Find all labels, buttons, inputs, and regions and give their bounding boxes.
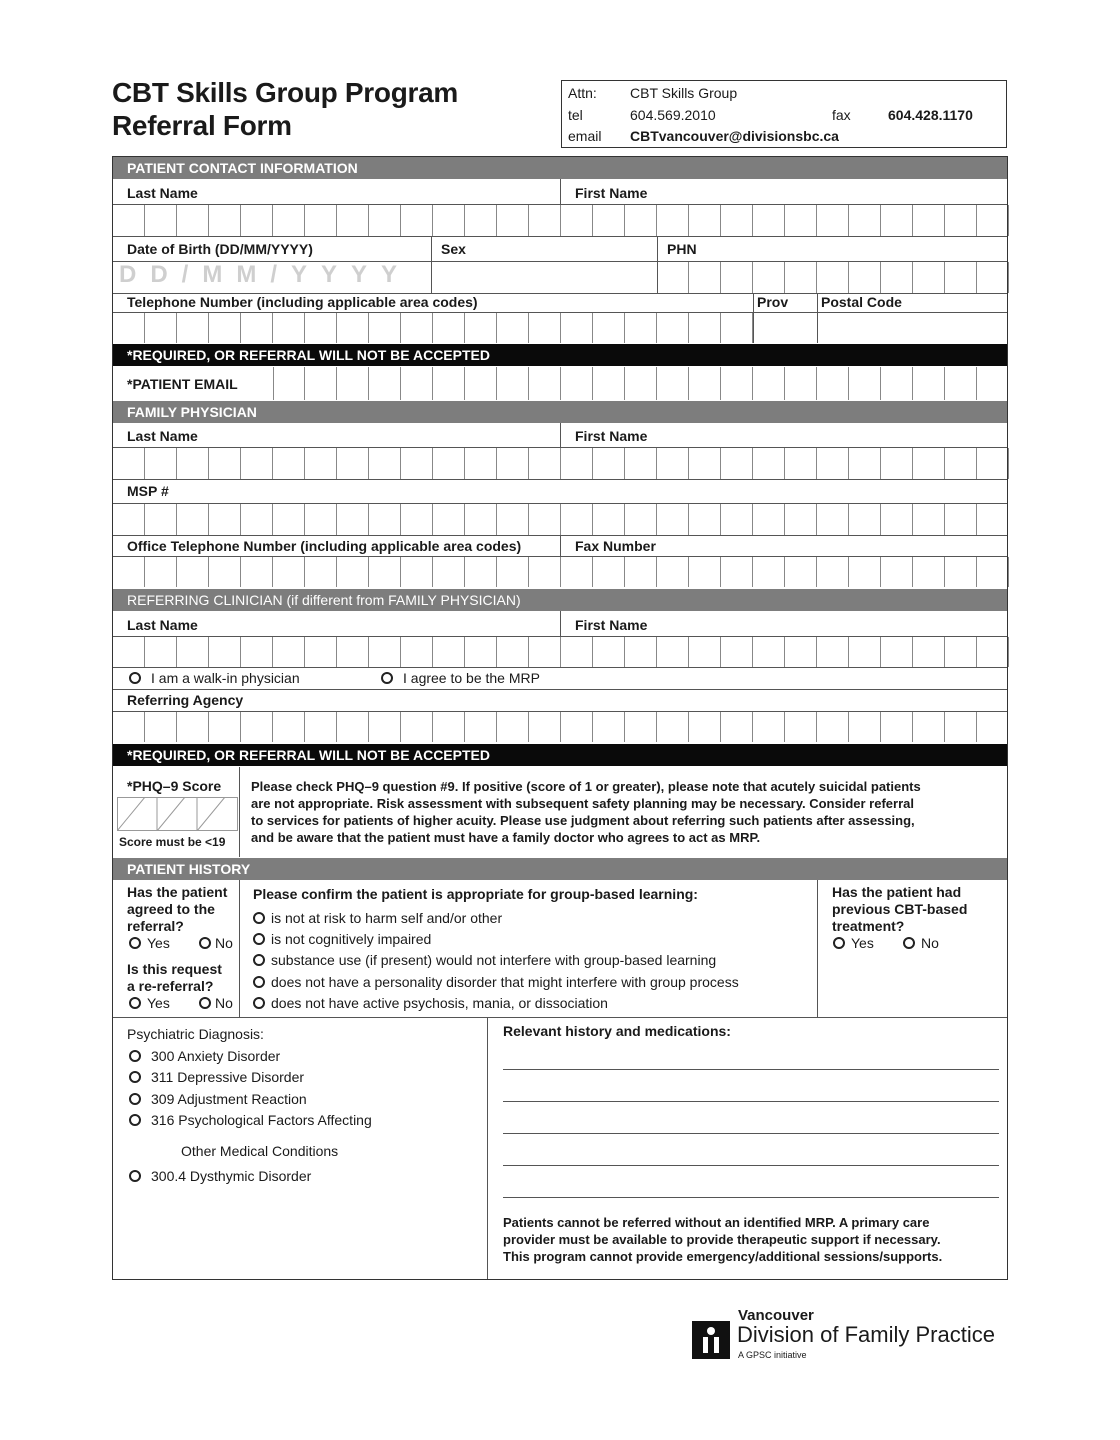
- phq-instructions-line: to services for patients of higher acuity. Please use judgment about referring such patients after assessing,: [251, 813, 915, 828]
- referring-agency-label: Referring Agency: [127, 692, 244, 708]
- tel-value: 604.569.2010: [630, 107, 716, 123]
- previous-cbt-no-radio[interactable]: [903, 937, 915, 949]
- fax-number-field[interactable]: [561, 557, 1009, 587]
- email-label: email: [568, 128, 602, 144]
- logo-vancouver: Vancouver: [738, 1307, 814, 1324]
- notice-line: This program cannot provide emergency/additional sessions/supports.: [503, 1249, 943, 1264]
- agreed-yes-radio[interactable]: [129, 937, 141, 949]
- diagnosis-label: 311 Depressive Disorder: [151, 1069, 305, 1085]
- diagnosis-radio[interactable]: [129, 1093, 141, 1105]
- division-logo-icon: [692, 1321, 730, 1359]
- divider: [753, 293, 754, 343]
- agreed-yes-option[interactable]: [129, 935, 170, 951]
- divider: [431, 236, 432, 293]
- criteria-option[interactable]: [253, 952, 716, 968]
- question-line: Is this request: [127, 961, 222, 977]
- postal-code-label: Postal Code: [821, 294, 902, 310]
- history-line[interactable]: [503, 1197, 999, 1198]
- msp-label: MSP #: [127, 483, 169, 499]
- section-family-physician: FAMILY PHYSICIAN: [113, 401, 1007, 423]
- divider: [113, 667, 1007, 668]
- clinician-last-name-field[interactable]: [113, 637, 561, 667]
- agreed-yes-label: Yes: [147, 935, 170, 951]
- form-title-line1: CBT Skills Group Program: [112, 77, 458, 108]
- diagnosis-label: 309 Adjustment Reaction: [151, 1091, 307, 1107]
- criteria-label: is not cognitively impaired: [271, 931, 432, 947]
- referring-agency-field[interactable]: [113, 712, 977, 742]
- diagnosis-option[interactable]: [129, 1069, 304, 1085]
- fax-label: fax: [832, 107, 851, 123]
- diagnosis-option[interactable]: [129, 1112, 372, 1128]
- logo-gpsc: A GPSC initiative: [738, 1350, 807, 1360]
- required-banner-1: *REQUIRED, OR REFERRAL WILL NOT BE ACCEPTED: [113, 344, 1007, 366]
- question-line: a re-referral?: [127, 978, 214, 994]
- agreed-no-option[interactable]: [199, 935, 233, 951]
- diagnosis-option[interactable]: [129, 1091, 307, 1107]
- question-line: previous CBT-based: [832, 901, 968, 917]
- divider: [560, 179, 561, 205]
- criteria-radio[interactable]: [253, 912, 265, 924]
- physician-last-name-label: Last Name: [127, 428, 198, 444]
- question-line: treatment?: [832, 918, 905, 934]
- diagnosis-radio[interactable]: [129, 1050, 141, 1062]
- tel-label: tel: [568, 107, 583, 123]
- question-line: agreed to the: [127, 901, 215, 917]
- criteria-option[interactable]: [253, 974, 739, 990]
- phq-score-note: Score must be <19: [119, 835, 226, 849]
- attn-label: Attn:: [568, 85, 597, 101]
- rereferral-yes-option[interactable]: [129, 995, 170, 1011]
- diagnosis-radio[interactable]: [129, 1114, 141, 1126]
- criteria-radio[interactable]: [253, 954, 265, 966]
- patient-first-name-field[interactable]: [561, 205, 1009, 236]
- history-line[interactable]: [503, 1101, 999, 1102]
- office-phone-label: Office Telephone Number (including applicable area codes): [127, 538, 522, 554]
- physician-last-name-field[interactable]: [113, 448, 561, 479]
- criteria-label: is not at risk to harm self and/or other: [271, 910, 503, 926]
- history-line[interactable]: [503, 1069, 999, 1070]
- divider: [560, 423, 561, 448]
- agreed-no-radio[interactable]: [199, 937, 211, 949]
- section-referring-clinician: REFERRING CLINICIAN (if different from FAMILY PHYSICIAN): [113, 589, 1007, 611]
- previous-cbt-no-label: No: [921, 935, 939, 951]
- other-condition-radio[interactable]: [129, 1170, 141, 1182]
- msp-field[interactable]: [113, 504, 977, 535]
- rereferral-no-radio[interactable]: [199, 997, 211, 1009]
- agreed-no-label: No: [215, 935, 233, 951]
- divider: [113, 1017, 1007, 1018]
- criteria-radio[interactable]: [253, 997, 265, 1009]
- diagnosis-option[interactable]: [129, 1048, 280, 1064]
- criteria-option[interactable]: [253, 910, 502, 926]
- referral-form: [112, 156, 1008, 1280]
- phq-instructions-line: Please check PHQ–9 question #9. If positive (score of 1 or greater), please note that acutely suicidal patients: [251, 779, 921, 794]
- prov-label: Prov: [757, 294, 789, 310]
- logo-division-name: Division of Family Practice: [737, 1322, 995, 1347]
- phn-label: PHN: [667, 241, 697, 257]
- patient-last-name-label: Last Name: [127, 185, 198, 201]
- history-line[interactable]: [503, 1133, 999, 1134]
- dob-label: Date of Birth (DD/MM/YYYY): [127, 241, 313, 257]
- divider: [487, 1017, 488, 1279]
- criteria-label: does not have a personality disorder that might interfere with group process: [271, 974, 739, 990]
- rereferral-yes-radio[interactable]: [129, 997, 141, 1009]
- criteria-label: does not have active psychosis, mania, or dissociation: [271, 995, 608, 1011]
- phq-instructions: [251, 778, 921, 846]
- fax-number-label: Fax Number: [575, 538, 656, 554]
- divider: [817, 880, 818, 1017]
- fax-value: 604.428.1170: [888, 107, 973, 123]
- email-value: CBTvancouver@divisionsbc.ca: [630, 128, 839, 144]
- walk-in-option[interactable]: [129, 670, 300, 686]
- other-condition-option[interactable]: [129, 1168, 311, 1184]
- phq-instructions-line: and be aware that the patient must have a family doctor who agrees to act as MRP.: [251, 830, 761, 845]
- attn-value: CBT Skills Group: [630, 85, 738, 101]
- physician-first-name-field[interactable]: [561, 448, 1009, 479]
- divider: [239, 880, 240, 1017]
- section-patient-history: PATIENT HISTORY: [113, 858, 1007, 880]
- confirm-heading: Please confirm the patient is appropriate for group-based learning:: [253, 886, 698, 902]
- previous-cbt-no-option[interactable]: [903, 935, 939, 951]
- clinician-first-name-field[interactable]: [561, 637, 1009, 667]
- walk-in-label: I am a walk-in physician: [151, 670, 300, 686]
- diagnosis-heading: Psychiatric Diagnosis:: [127, 1026, 264, 1042]
- question-line: Has the patient had: [832, 884, 962, 900]
- history-line[interactable]: [503, 1165, 999, 1166]
- previous-cbt-question: [832, 884, 967, 935]
- divider: [239, 767, 240, 857]
- phn-field[interactable]: [657, 262, 1009, 293]
- criteria-label: substance use (if present) would not interfere with group-based learning: [271, 952, 717, 968]
- diagnosis-radio[interactable]: [129, 1071, 141, 1083]
- walk-in-radio[interactable]: [129, 672, 141, 684]
- criteria-option[interactable]: [253, 995, 608, 1011]
- telephone-field[interactable]: [113, 313, 753, 343]
- diagnosis-label: 316 Psychological Factors Affecting: [151, 1112, 372, 1128]
- previous-cbt-yes-option[interactable]: [833, 935, 874, 951]
- diagnosis-label: 300 Anxiety Disorder: [151, 1048, 281, 1064]
- criteria-option[interactable]: [253, 931, 431, 947]
- question-line: Has the patient: [127, 884, 228, 900]
- sex-label: Sex: [441, 241, 466, 257]
- criteria-radio[interactable]: [253, 933, 265, 945]
- mrp-label: I agree to be the MRP: [403, 670, 540, 686]
- previous-cbt-yes-label: Yes: [851, 935, 874, 951]
- physician-first-name-label: First Name: [575, 428, 648, 444]
- previous-cbt-yes-radio[interactable]: [833, 937, 845, 949]
- required-banner-2: *REQUIRED, OR REFERRAL WILL NOT BE ACCEPTED: [113, 744, 1007, 766]
- question-line: referral?: [127, 918, 184, 934]
- contact-box: [561, 80, 1007, 148]
- mrp-option[interactable]: [381, 670, 540, 686]
- telephone-label: Telephone Number (including applicable area codes): [127, 294, 478, 310]
- divider: [113, 689, 1007, 690]
- office-phone-field[interactable]: [113, 557, 561, 587]
- phq-instructions-line: are not appropriate. Risk assessment with subsequent safety planning may be necessary. Consider referral: [251, 796, 914, 811]
- patient-email-label: *PATIENT EMAIL: [127, 376, 238, 392]
- phq-score-field[interactable]: [117, 797, 239, 831]
- phq-label: *PHQ–9 Score: [127, 778, 222, 794]
- rereferral-yes-label: Yes: [147, 995, 170, 1011]
- history-heading: Relevant history and medications:: [503, 1023, 731, 1039]
- patient-email-field[interactable]: [273, 367, 977, 400]
- dob-field[interactable]: DD/MM/YYYY: [119, 261, 412, 288]
- clinician-last-name-label: Last Name: [127, 617, 198, 633]
- patient-first-name-label: First Name: [575, 185, 648, 201]
- divider: [113, 479, 1007, 480]
- rereferral-no-label: No: [215, 995, 233, 1011]
- rereferral-no-option[interactable]: [199, 995, 233, 1011]
- section-patient-contact: PATIENT CONTACT INFORMATION: [113, 157, 1007, 179]
- notice-line: Patients cannot be referred without an identified MRP. A primary care: [503, 1215, 930, 1230]
- criteria-radio[interactable]: [253, 976, 265, 988]
- agreed-question: [127, 884, 227, 935]
- divider: [817, 293, 818, 343]
- form-title: [112, 76, 458, 142]
- mrp-notice: [503, 1214, 942, 1265]
- other-condition-label: 300.4 Dysthymic Disorder: [151, 1168, 312, 1184]
- rereferral-question: [127, 961, 222, 995]
- divider: [113, 236, 1007, 237]
- notice-line: provider must be available to provide therapeutic support if necessary.: [503, 1232, 941, 1247]
- mrp-radio[interactable]: [381, 672, 393, 684]
- form-title-line2: Referral Form: [112, 110, 292, 141]
- divider: [560, 611, 561, 636]
- patient-last-name-field[interactable]: [113, 205, 561, 236]
- other-conditions-heading: Other Medical Conditions: [181, 1143, 339, 1159]
- clinician-first-name-label: First Name: [575, 617, 648, 633]
